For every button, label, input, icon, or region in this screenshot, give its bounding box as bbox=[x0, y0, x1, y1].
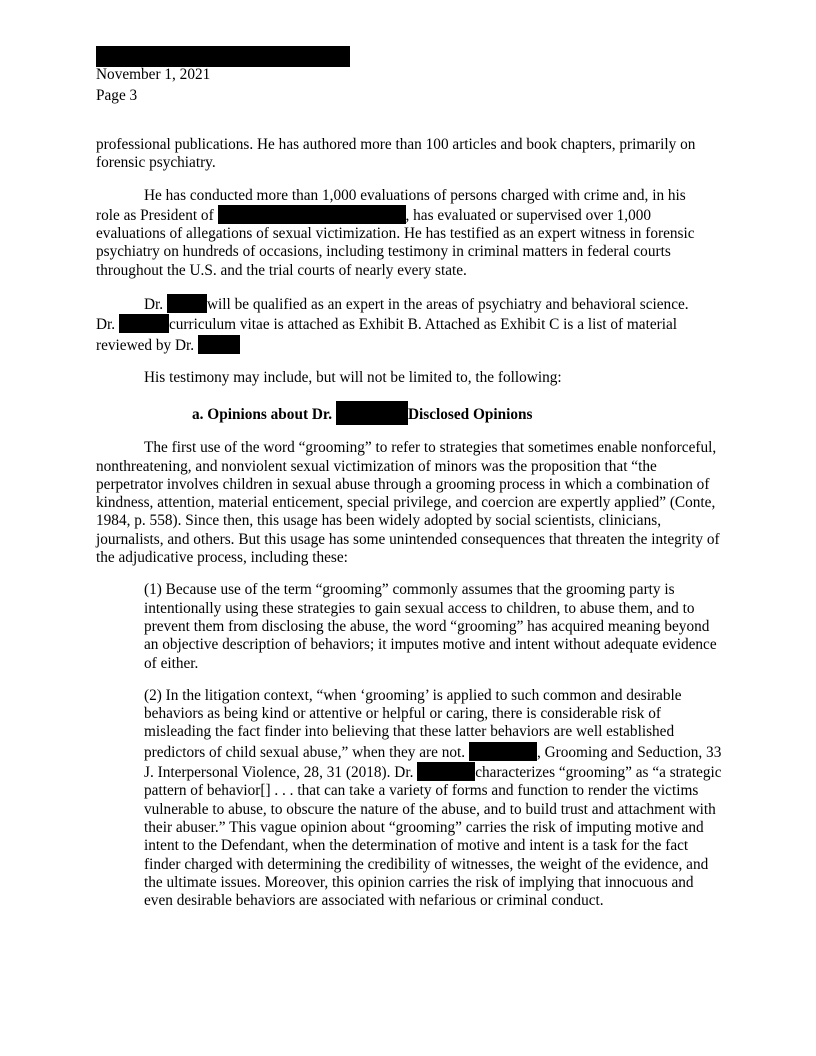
list-item: (1) Because use of the term “grooming” commonly assumes that the grooming party is intentionally using these strategies to gain sexual access to children, to abuse them, and to prevent them from disclosing the abuse, the word “grooming” has acquired meaning beyond an objective description of behaviors; it imputes motive and intent without adequate evidence of either. bbox=[144, 581, 717, 672]
redaction-bar bbox=[119, 314, 169, 333]
redaction-bar bbox=[218, 205, 406, 224]
text: role as President of bbox=[96, 206, 218, 224]
text: Dr. bbox=[144, 296, 167, 314]
text: , Grooming and Seduction, 33 J. Interpersonal Violence, 28, 31 (2018). Dr. bbox=[144, 743, 722, 782]
text: (2) In the litigation context, “when ‘grooming’ is applied to such common and desirable behaviors as being kind or attentive or helpful or caring, there is considerable risk of misleading the fact finder into believing that these latter behaviors are well established predictors of child sexual abuse,” when they are not. bbox=[144, 686, 682, 761]
document-body bbox=[96, 136, 722, 910]
text: , has evaluated or supervised over 1,000 bbox=[405, 206, 652, 224]
text: characterizes “grooming” as “a strategic pattern of behavior[] . . . that can take a variety of forms and function to render the victims vulnerable to abuse, to obscure the nature of the abuse, and to build trust and attachment with their abuser.” This vague opinion about “grooming” carries the risk of imputing motive and intent to the Defendant, when the determination of motive and intent is a task for the fact finder charged with determining the credibility of witnesses, the weight of the evidence, and the ultimate issues. Moreover, this opinion carries the risk of implying that innocuous and even desirable behaviors are associated with nefarious or criminal conduct. bbox=[144, 764, 722, 910]
paragraph: professional publications. He has authored more than 100 articles and book chapters, primarily on forensic psychiatry. bbox=[96, 136, 696, 172]
list-item bbox=[144, 687, 722, 911]
text: a. Opinions about Dr. bbox=[192, 406, 336, 424]
paragraph bbox=[96, 187, 722, 280]
redaction-bar bbox=[417, 762, 475, 781]
text: evaluations of allegations of sexual victimization. He has testified as an expert witness in forensic psychiatry on hundreds of occasions, including testimony in criminal matters in federal courts throughout the U.S. and the trial courts of nearly every state. bbox=[96, 225, 695, 279]
redaction-bar bbox=[336, 401, 408, 425]
text: Disclosed Opinions bbox=[407, 406, 533, 424]
text: Dr. bbox=[96, 316, 119, 334]
redaction-bar bbox=[469, 742, 537, 761]
letter-date: November 1, 2021 bbox=[96, 66, 211, 83]
redaction-bar bbox=[167, 294, 207, 313]
paragraph: The first use of the word “grooming” to refer to strategies that sometimes enable nonforceful, nonthreatening, and nonviolent sexual victimization of minors was the proposition that “the perpetrator involves children in sexual abuse through a grooming process in which a combination of kindness, attention, material enticement, special privilege, and coercion are expertly applied” (Conte, 1984, p. 558). Since then, this usage has been widely adopted by social scientists, clinicians, journalists, and others. But this usage has some unintended consequences that threaten the integrity of the adjudicative process, including these: bbox=[96, 439, 720, 567]
paragraph: His testimony may include, but will not be limited to, the following: bbox=[144, 368, 562, 386]
paragraph bbox=[96, 294, 722, 355]
page-number: Page 3 bbox=[96, 87, 138, 104]
text: He has conducted more than 1,000 evaluations of persons charged with crime and, in his bbox=[144, 186, 686, 204]
redaction-bar bbox=[96, 46, 350, 67]
text: curriculum vitae is attached as Exhibit B. Attached as Exhibit C is a list of material reviewed by Dr. bbox=[96, 316, 678, 354]
section-heading bbox=[96, 401, 722, 425]
text: will be qualified as an expert in the areas of psychiatry and behavioral science. bbox=[206, 296, 689, 314]
redaction-bar bbox=[198, 335, 240, 354]
